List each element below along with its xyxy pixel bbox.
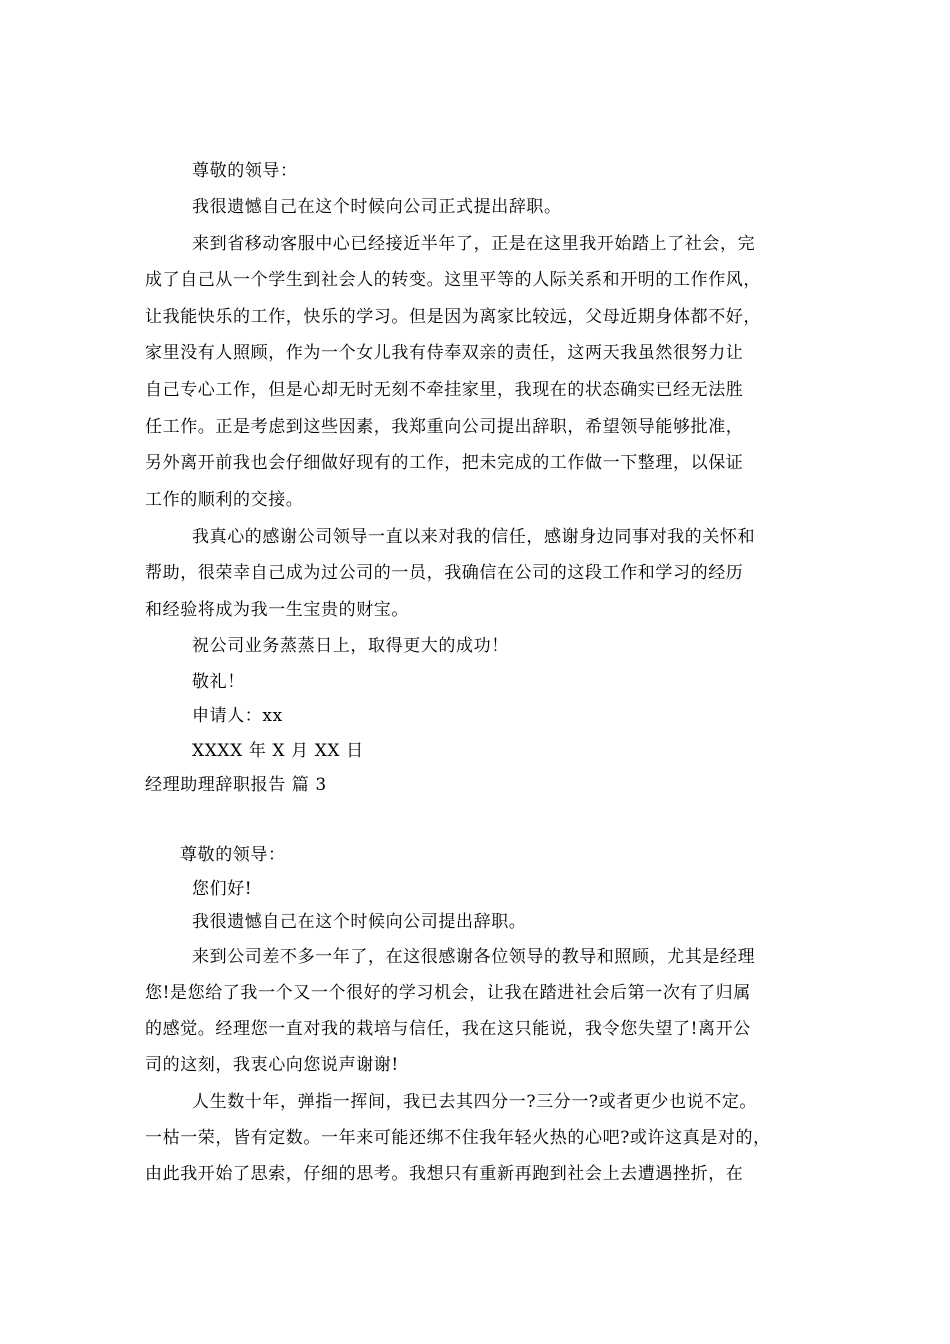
letter2-para2-line1: 人生数十年，弹指一挥间，我已去其四分一?三分一?或者更少也说不定。 [192,1092,758,1112]
letter2-para1-line3: 的感觉。经理您一直对我的栽培与信任，我在这只能说，我令您失望了!离开公 [145,1019,751,1039]
letter1-para1-line5: 自己专心工作，但是心却无时无刻不牵挂家里，我现在的状态确实已经无法胜 [145,380,744,400]
letter1-opening: 我很遗憾自己在这个时候向公司正式提出辞职。 [192,197,562,217]
letter2-para2-line3: 由此我开始了思索，仔细的思考。我想只有重新再跑到社会上去遭遇挫折，在 [145,1164,744,1184]
letter1-para1-line2: 成了自己从一个学生到社会人的转变。这里平等的人际关系和开明的工作作风， [145,270,761,290]
letter2-para1-line4: 司的这刻，我衷心向您说声谢谢! [145,1055,399,1075]
letter1-para2-line1: 我真心的感谢公司领导一直以来对我的信任，感谢身边同事对我的关怀和 [192,527,756,547]
letter2-opening: 我很遗憾自己在这个时候向公司提出辞职。 [192,912,527,932]
letter1-regards: 敬礼！ [192,672,245,692]
letter1-wish: 祝公司业务蒸蒸日上，取得更大的成功！ [192,636,509,656]
section-heading: 经理助理辞职报告 篇 3 [145,775,327,795]
letter1-para1-line4: 家里没有人照顾，作为一个女儿我有侍奉双亲的责任，这两天我虽然很努力让 [145,343,744,363]
letter1-applicant: 申请人：xx [192,706,283,726]
letter1-para1-line7: 另外离开前我也会仔细做好现有的工作，把未完成的工作做一下整理，以保证 [145,453,744,473]
letter2-para2-line2: 一枯一荣，皆有定数。一年来可能还绑不住我年轻火热的心吧?或许这真是对的， [145,1128,771,1148]
letter2-para1-line1: 来到公司差不多一年了，在这很感谢各位领导的教导和照顾，尤其是经理 [192,947,756,967]
letter2-para1-line2: 您!是您给了我一个又一个很好的学习机会，让我在踏进社会后第一次有了归属 [145,983,751,1003]
letter1-date: XXXX 年 X 月 XX 日 [192,741,364,761]
letter1-para2-line3: 和经验将成为我一生宝贵的财宝。 [145,600,409,620]
letter1-para1-line6: 任工作。正是考虑到这些因素，我郑重向公司提出辞职，希望领导能够批准， [145,417,744,437]
letter1-para1-line8: 工作的顺利的交接。 [145,490,304,510]
letter1-para1-line1: 来到省移动客服中心已经接近半年了，正是在这里我开始踏上了社会，完 [192,234,756,254]
letter2-greeting: 您们好! [192,879,253,899]
letter1-para2-line2: 帮助，很荣幸自己成为过公司的一员，我确信在公司的这段工作和学习的经历 [145,563,744,583]
letter1-para1-line3: 让我能快乐的工作，快乐的学习。但是因为离家比较远，父母近期身体都不好， [145,307,761,327]
letter1-salutation: 尊敬的领导： [192,161,298,181]
letter2-salutation: 尊敬的领导： [180,845,286,865]
